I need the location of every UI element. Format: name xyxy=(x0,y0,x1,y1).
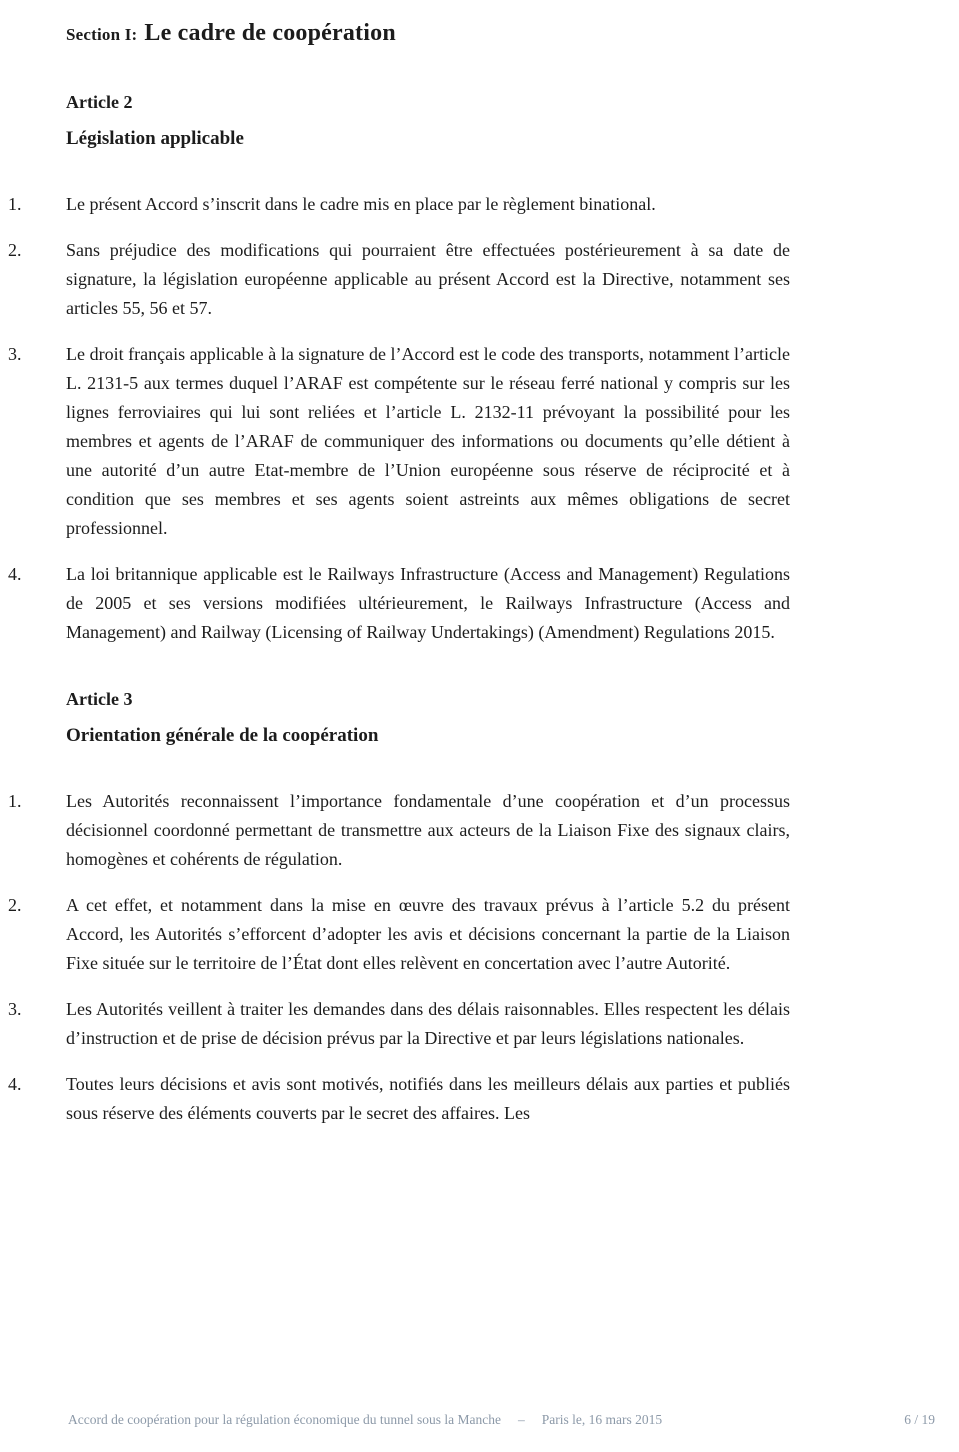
list-item xyxy=(8,995,790,1053)
list-item-text: Les Autorités veillent à traiter les demandes dans des délais raisonnables. Elles respectent les délais d’instruction et de prise de décision prévus par la Directive et par leurs législations nationales. xyxy=(66,999,790,1048)
list-item-number: 2. xyxy=(8,895,22,915)
list-item-text: Toutes leurs décisions et avis sont motivés, notifiés dans les meilleurs délais aux parties et publiés sous réserve des éléments couverts par le secret des affaires. Les xyxy=(66,1074,790,1123)
article-3 xyxy=(8,687,790,1128)
section-number: Section I: xyxy=(66,25,138,44)
article-label: Article 3 xyxy=(66,689,133,709)
list-item-text: A cet effet, et notamment dans la mise en œuvre des travaux prévus à l’article 5.2 du présent Accord, les Autorités s’efforcent d’adopter les avis et décisions concernant la partie de la Liaison Fixe située sur le territoire de l’État dont elles relèvent en concertation avec l’autre Autorité. xyxy=(66,895,790,973)
list-item-number: 4. xyxy=(8,1074,22,1094)
list-item xyxy=(8,891,790,978)
list-item xyxy=(8,560,790,647)
article-subtitle: Législation applicable xyxy=(66,128,244,149)
list-item-number: 3. xyxy=(8,999,22,1019)
list-item-number: 1. xyxy=(8,194,22,214)
list-item-number: 2. xyxy=(8,240,22,260)
list-item-text: Le droit français applicable à la signature de l’Accord est le code des transports, notamment l’article L. 2131-5 aux termes duquel l’ARAF est compétente sur le réseau ferré national y compris sur les lignes ferroviaires qui lui sont reliées et l’article L. 2132-11 prévoyant la possibilité pour les membres et agents de l’ARAF de communiquer des informations ou documents qu’elle détient à une autorité d’un autre Etat-membre de l’Union européenne sous réserve de réciprocité et à condition que ses membres et ses agents soient astreints aux mêmes obligations de secret professionnel. xyxy=(66,344,790,538)
list-item-text: Les Autorités reconnaissent l’importance fondamentale d’une coopération et d’un processus décisionnel coordonné permettant de transmettre aux acteurs de la Liaison Fixe des signaux clairs, homogènes et cohérents de régulation. xyxy=(66,791,790,869)
footer-page-number: 6 / 19 xyxy=(904,1412,935,1427)
list-item xyxy=(8,236,790,323)
section-title: Le cadre de coopération xyxy=(144,20,396,46)
list-item xyxy=(8,340,790,543)
list-item-text: Sans préjudice des modifications qui pourraient être effectuées postérieurement à sa date de signature, la législation européenne applicable au présent Accord est la Directive, notamment ses articles 55, 56 et 57. xyxy=(66,240,790,318)
page-footer xyxy=(68,1411,935,1428)
article-3-items xyxy=(8,787,790,1128)
article-label: Article 2 xyxy=(66,92,133,112)
footer-date: Paris le, 16 mars 2015 xyxy=(541,1412,663,1427)
list-item-number: 3. xyxy=(8,344,22,364)
list-item xyxy=(8,190,790,219)
footer-document-title: Accord de coopération pour la régulation économique du tunnel sous la Manche xyxy=(68,1412,501,1427)
article-subtitle: Orientation générale de la coopération xyxy=(66,725,379,746)
article-2 xyxy=(8,90,790,647)
list-item-text: Le présent Accord s’inscrit dans le cadre mis en place par le règlement binational. xyxy=(66,194,656,214)
footer-separator: – xyxy=(518,1412,525,1427)
article-2-items xyxy=(8,190,790,647)
list-item-number: 1. xyxy=(8,791,22,811)
list-item xyxy=(8,1070,790,1128)
list-item-text: La loi britannique applicable est le Railways Infrastructure (Access and Management) Regulations de 2005 et ses versions modifiées ultérieurement, le Railways Infrastructure (Access and Management) and Railway (Licensing of Railway Undertakings) (Amendment) Regulations 2015. xyxy=(66,564,790,642)
list-item-number: 4. xyxy=(8,564,22,584)
list-item xyxy=(8,787,790,874)
section-heading xyxy=(66,14,790,50)
